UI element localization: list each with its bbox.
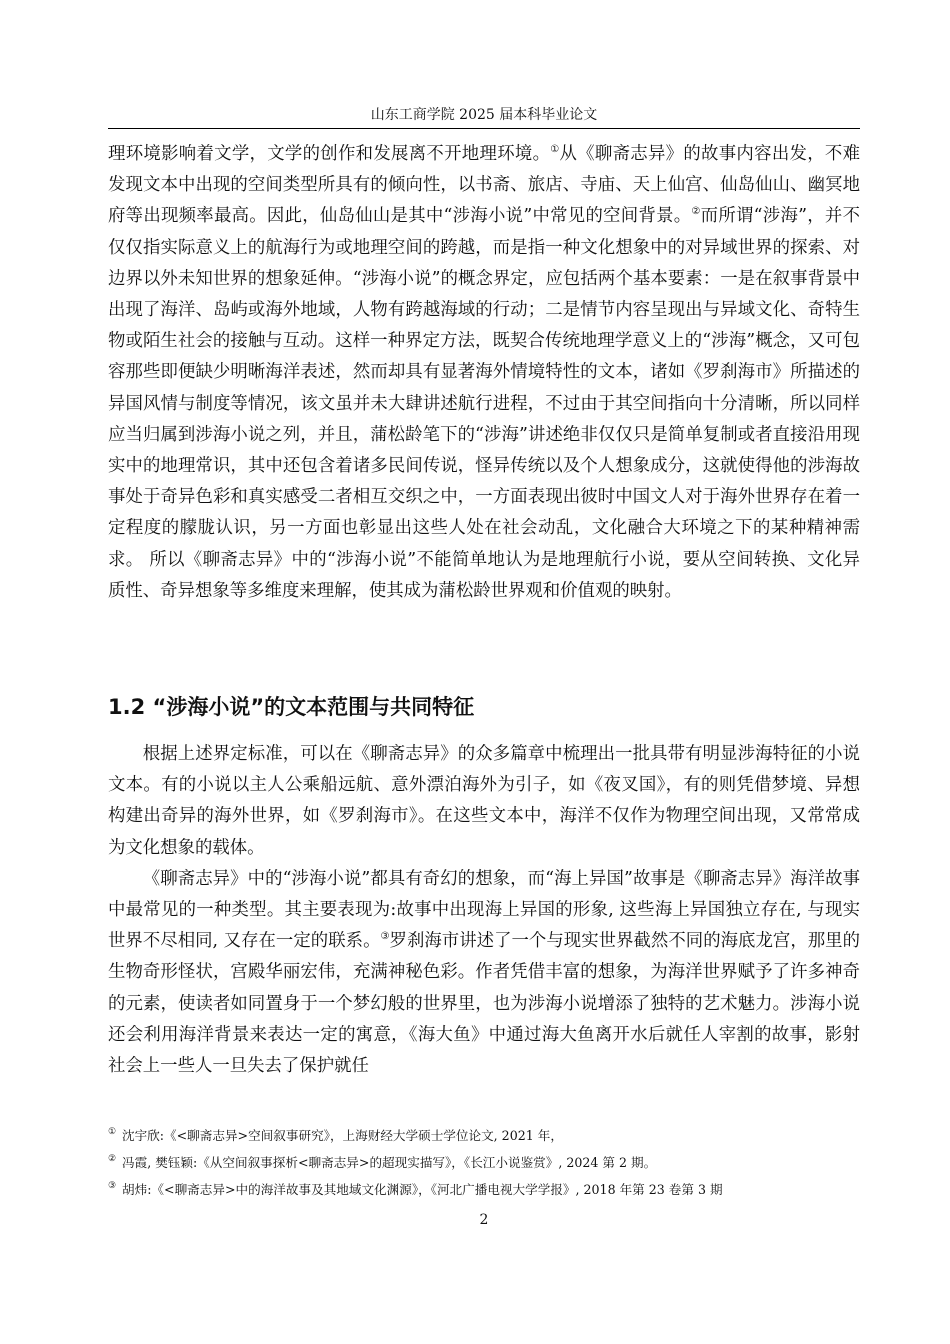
footnote-1-mark: ① — [108, 1127, 117, 1137]
paragraph-3 — [108, 864, 860, 1082]
section-heading: 1.2 “涉海小说”的文本范围与共同特征 — [108, 695, 475, 719]
footnote-ref-3[interactable]: ③ — [380, 931, 390, 943]
footnote-1 — [108, 1128, 860, 1144]
footnote-ref-1[interactable]: ① — [550, 144, 560, 156]
section-body — [108, 739, 860, 1082]
paragraph-2: 根据上述界定标准，可以在《聊斋志异》的众多篇章中梳理出一批具带有明显涉海特征的小说文本。有的小说以主人公乘船远航、意外漂泊海外为引子，如《夜叉国》，有的则凭借梦境、异想构建出奇异的海外世界，如《罗刹海市》。在这些文本中，海洋不仅作为物理空间出现，又常常成为文化想象的载体。 — [108, 744, 860, 858]
paragraph-1-text-c: 而所谓“涉海”，并不仅仅指实际意义上的航海行为或地理空间的跨越，而是指一种文化想象中的对异域世界的探索、对边界以外未知世界的想象延伸。“涉海小说”的概念界定，应包括两个基本要素：一是在叙事背景中出现了海洋、岛屿或海外地域，人物有跨越海域的行动；二是情节内容呈现出与异域文化、奇特生物或陌生社会的接触与互动。这样一种界定方法，既契合传统地理学意义上的“涉海”概念，又可包容那些即便缺少明晰海洋表述，然而却具有显著海外情境特性的文本，诸如《罗刹海市》所描述的异国风情与制度等情况，该文虽并未大肆讲述航行进程，不过由于其空间指向十分清晰，所以同样应当归属到涉海小说之列，并且，蒲松龄笔下的“涉海”讲述绝非仅仅只是简单复制或者直接沿用现实中的地理常识，其中还包含着诸多民间传说，怪异传统以及个人想象成分，这就使得他的涉海故事处于奇异色彩和真实感受二者相互交织之中，一方面表现出彼时中国文人对于海外世界存在着一定程度的朦胧认识，另一方面也彰显出这些人处在社会动乱，文化融合大环境之下的某种精神需求。 所以《聊斋志异》中的“涉海小说”不能简单地认为是地理航行小说，要从空间转换、文化异质性、奇异想象等多维度来理解，使其成为蒲松龄世界观和价值观的映射。 — [108, 206, 860, 601]
footnote-3-text: 胡炜:《<聊斋志异>中的海洋故事及其地域文化渊源》，《河北广播电视大学学报》, 2018 年第 23 卷第 3 期 — [122, 1182, 723, 1197]
body-paragraph-1 — [108, 139, 860, 607]
running-header: 山东工商学院 2025 届本科毕业论文 — [370, 107, 598, 123]
paragraph-1-text-a: 理环境影响着文学，文学的创作和发展离不开地理环境。 — [108, 144, 551, 164]
footnote-ref-2[interactable]: ② — [691, 206, 701, 218]
paragraph-1-text-b: 从《聊斋志异》的故事内容出发，不难发现文本中出现的空间类型所具有的倾向性，以书斋、旅店、寺庙、天上仙宫、仙岛仙山、幽冥地府等出现频率最高。因此，仙岛仙山是其中“涉海小说”中常见的空间背景。 — [108, 144, 860, 227]
footnote-2-text: 冯霞, 樊钰颖:《从空间叙事探析<聊斋志异>的超现实描写》，《长江小说鉴赏》, 2024 第 2 期。 — [122, 1155, 657, 1170]
footnote-1-text: 沈宇欣:《<聊斋志异>空间叙事研究》，上海财经大学硕士学位论文, 2021 年， — [122, 1128, 563, 1143]
footnote-2 — [108, 1155, 860, 1171]
paragraph-3-text-a: 《聊斋志异》中的“涉海小说”都具有奇幻的想象，而“海上异国”故事是《聊斋志异》海洋故事中最常见的一种类型。其主要表现为:故事中出现海上异国的形象, 这些海上异国独立存在, 与现实世界不尽相同, 又存在一定的联系。 — [108, 868, 860, 952]
footnote-3-mark: ③ — [108, 1181, 117, 1191]
header-rule — [108, 128, 860, 129]
page-number: 2 — [479, 1212, 489, 1228]
paragraph-1 — [108, 139, 860, 607]
footnote-3 — [108, 1182, 860, 1198]
footnotes — [108, 1128, 860, 1209]
paragraph-3-text-b: 罗刹海市讲述了一个与现实世界截然不同的海底龙宫，那里的生物奇形怪状，宫殿华丽宏伟，充满神秘色彩。作者凭借丰富的想象，为海洋世界赋予了许多神奇的元素，使读者如同置身于一个梦幻般的世界里，也为涉海小说增添了独特的艺术魅力。涉海小说还会利用海洋背景来表达一定的寓意，《海大鱼》中通过海大鱼离开水后就任人宰割的故事，影射社会上一些人一旦失去了保护就任 — [108, 931, 861, 1077]
footnote-2-mark: ② — [108, 1154, 117, 1164]
